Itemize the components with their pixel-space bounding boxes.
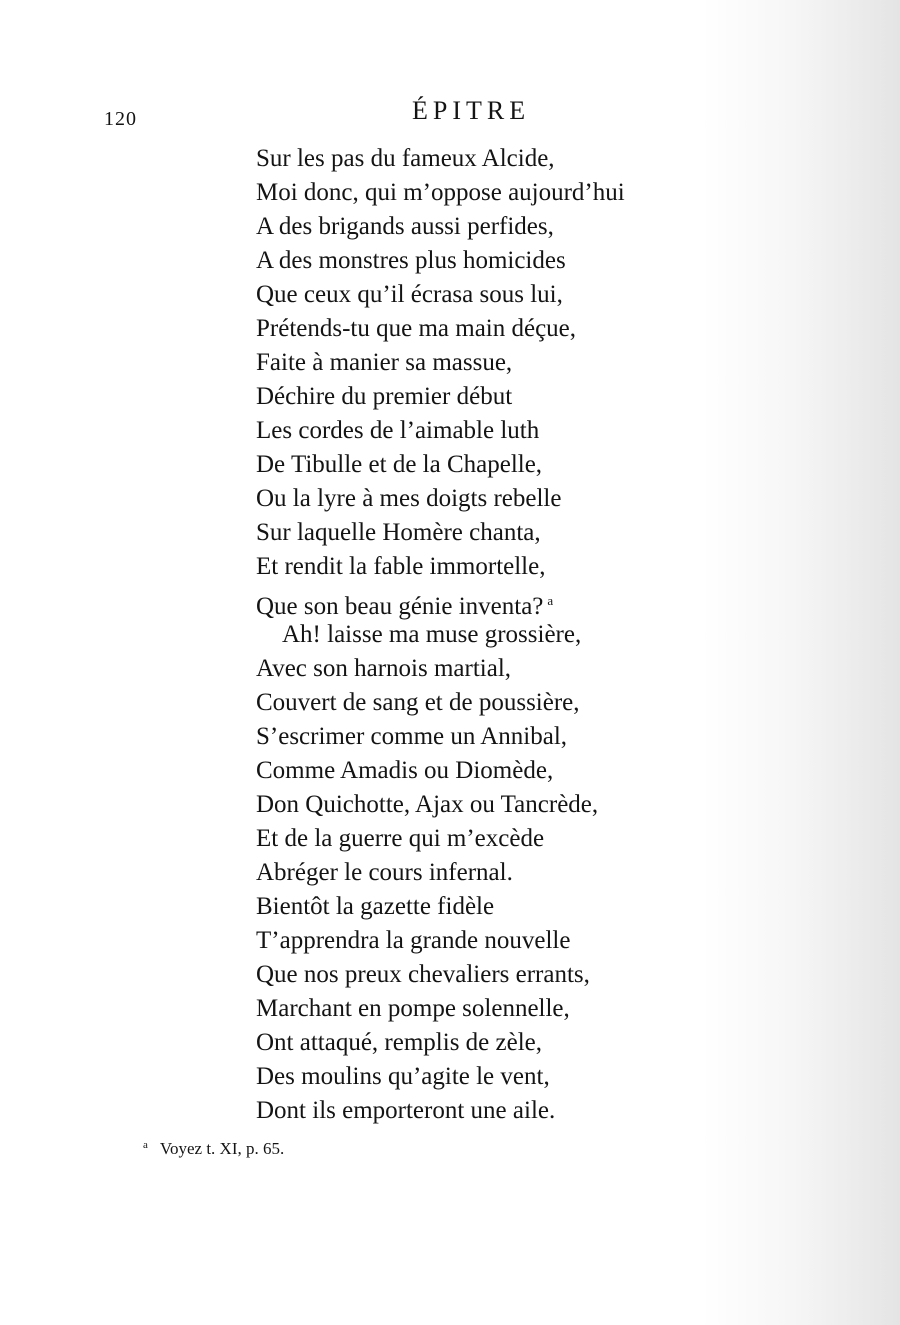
verse-line: Faite à manier sa massue, — [256, 349, 513, 376]
verse-line: S’escrimer comme un Annibal, — [256, 723, 568, 750]
page-header — [0, 96, 900, 136]
verse-line: Prétends-tu que ma main déçue, — [256, 315, 577, 342]
footnote-text: Voyez t. XI, p. 65. — [159, 1139, 285, 1158]
verse-line: A des brigands aussi perfides, — [256, 213, 554, 240]
verse-line: Ou la lyre à mes doigts rebelle — [256, 485, 562, 512]
verse-line: Et rendit la fable immortelle, — [256, 553, 546, 580]
poem-body — [256, 142, 625, 1128]
verse-line: Comme Amadis ou Diomède, — [256, 757, 554, 784]
verse-line: Sur laquelle Homère chanta, — [256, 519, 541, 546]
verse-line: Marchant en pompe solennelle, — [256, 995, 570, 1022]
verse-line: Ont attaqué, remplis de zèle, — [256, 1029, 542, 1056]
footnote — [143, 1139, 284, 1159]
verse-line: De Tibulle et de la Chapelle, — [256, 451, 543, 478]
verse-line: Couvert de sang et de poussière, — [256, 689, 580, 716]
footnote-mark: a — [143, 1139, 148, 1151]
verse-line: Don Quichotte, Ajax ou Tancrède, — [256, 791, 599, 818]
page-number: 120 — [104, 108, 137, 130]
verse-line-with-note — [256, 584, 625, 618]
verse-line: Que nos preux chevaliers errants, — [256, 961, 590, 988]
verse-line: Des moulins qu’agite le vent, — [256, 1063, 550, 1090]
verse-line: Que ceux qu’il écrasa sous lui, — [256, 281, 563, 308]
footnote-reference: a — [547, 593, 554, 608]
verse-line: Et de la guerre qui m’excède — [256, 825, 545, 852]
verse-line: Abréger le cours infernal. — [256, 859, 513, 886]
verse-line: Sur les pas du fameux Alcide, — [256, 145, 555, 172]
verse-line: Les cordes de l’aimable luth — [256, 417, 540, 444]
verse-line: Moi donc, qui m’oppose aujourd’hui — [256, 179, 625, 206]
verse-line: A des monstres plus homicides — [256, 247, 566, 274]
verse-line: Bientôt la gazette fidèle — [256, 893, 495, 920]
verse-line: T’apprendra la grande nouvelle — [256, 927, 571, 954]
running-title: ÉPITRE — [412, 96, 531, 125]
verse-line: Déchire du premier début — [256, 383, 513, 410]
verse-line-stanza-start: Ah! laisse ma muse grossière, — [282, 621, 582, 648]
verse-line: Dont ils emporteront une aile. — [256, 1097, 556, 1124]
verse-text: Que son beau génie inventa? — [256, 593, 544, 620]
verse-line: Avec son harnois martial, — [256, 655, 512, 682]
